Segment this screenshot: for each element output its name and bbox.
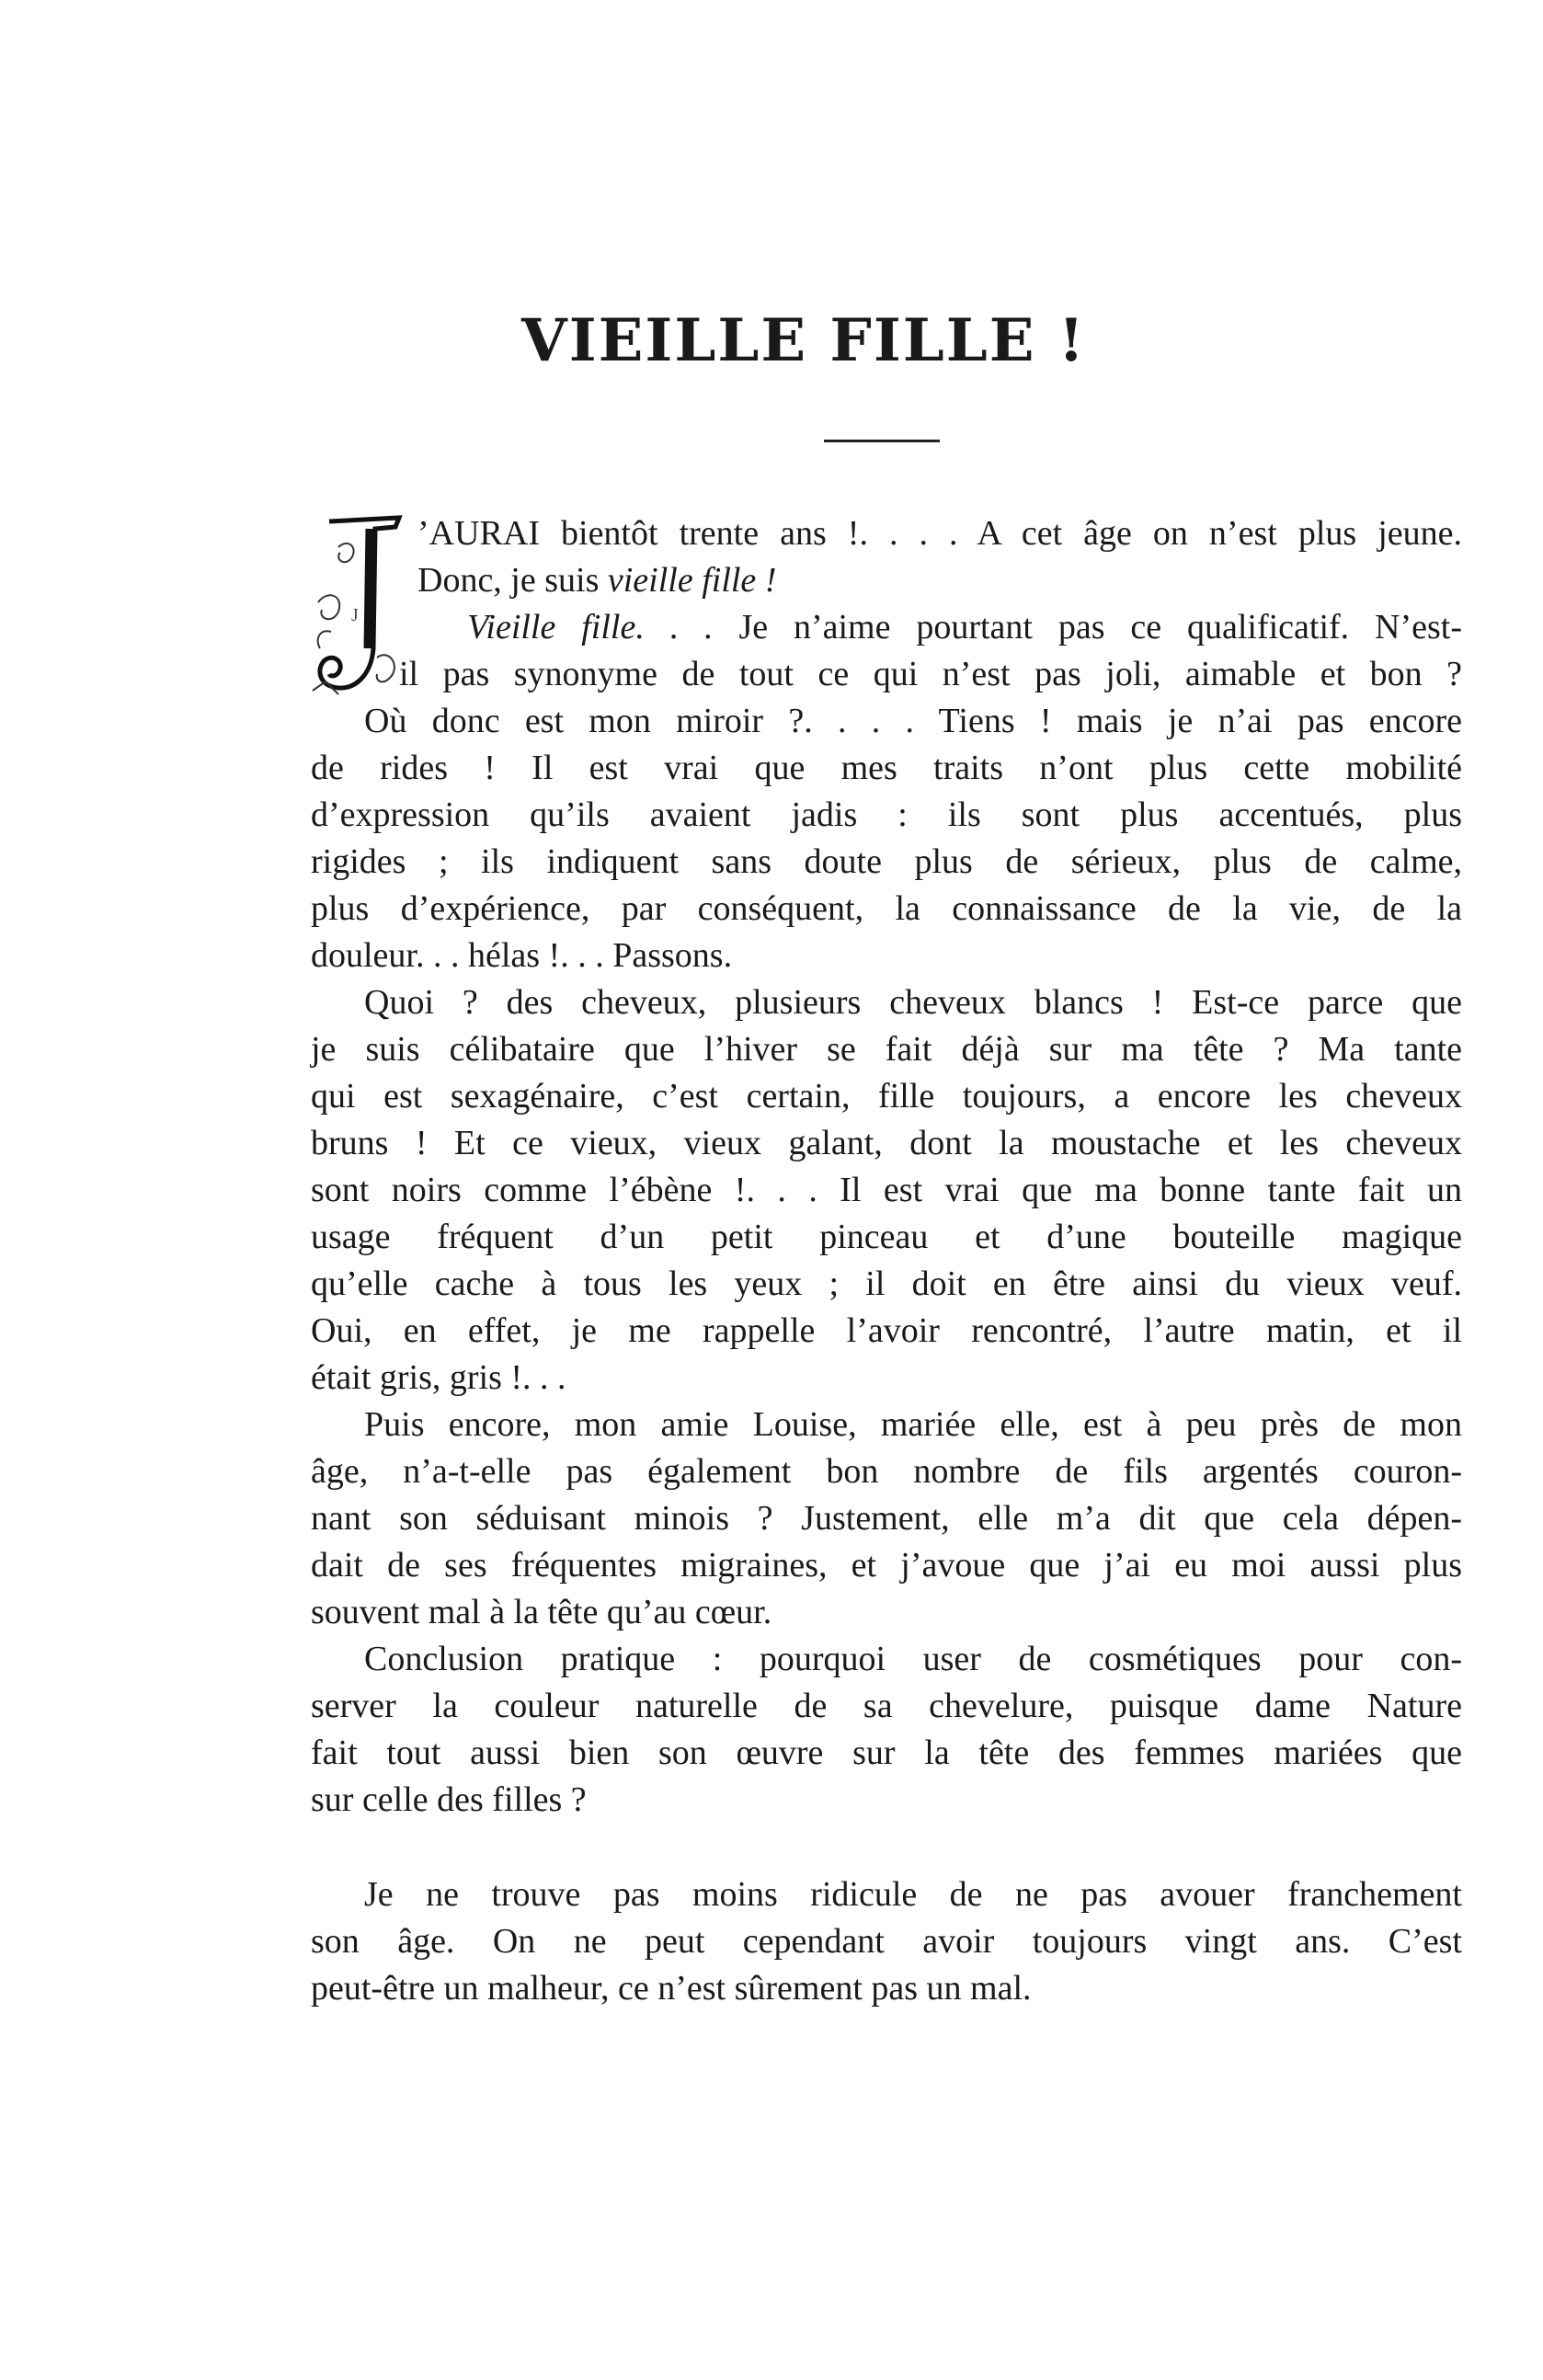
text-line: Quoi ? des cheveux, plusieurs cheveux blancs ! Est-ce parce que: [364, 983, 1462, 1022]
italic-phrase: vieille fille !: [607, 561, 777, 600]
text-line: sur celle des filles ?: [311, 1780, 587, 1819]
chapter-title: VIEILLE FILLE !: [521, 306, 1086, 375]
text-line: était gris, gris !. . .: [311, 1358, 566, 1397]
text-line: Je ne trouve pas moins ridicule de ne pas avouer franchement: [364, 1875, 1462, 1914]
text-fragment: Donc, je suis: [417, 561, 600, 600]
text-line: Oui, en effet, je me rappelle l’avoir rencontré, l’autre matin, et il: [311, 1311, 1462, 1350]
text-line: souvent mal à la tête qu’au cœur.: [311, 1593, 772, 1631]
body-text: [311, 510, 1462, 2012]
title-rule: [824, 440, 940, 442]
text-line: usage fréquent d’un petit pinceau et d’une bouteille magique: [311, 1218, 1462, 1256]
text-line: qui est sexagénaire, c’est certain, fille toujours, a encore les cheveux: [311, 1077, 1462, 1116]
text-line: server la couleur naturelle de sa chevelure, puisque dame Nature: [311, 1687, 1462, 1725]
text-line: son âge. On ne peut cependant avoir toujours vingt ans. C’est: [311, 1922, 1462, 1961]
text-line: fait tout aussi bien son œuvre sur la tête des femmes mariées que: [311, 1734, 1462, 1772]
text-line: douleur. . . hélas !. . . Passons.: [311, 936, 733, 975]
text-line: dait de ses fréquentes migraines, et j’avoue que j’ai eu moi aussi plus: [311, 1546, 1462, 1585]
italic-phrase: Vieille fille. . .: [467, 608, 714, 646]
section-gap: [311, 1824, 1462, 1871]
text-line: bruns ! Et ce vieux, vieux galant, dont la moustache et les cheveux: [311, 1124, 1462, 1162]
text-line: ’AURAI bientôt trente ans !. . . . A cet âge on n’est plus jeune.: [417, 514, 1462, 553]
svg-text:J: J: [351, 605, 359, 625]
text-line: d’expression qu’ils avaient jadis : ils sont plus accentués, plus: [311, 795, 1462, 834]
text-line: Conclusion pratique : pourquoi user de cosmétiques pour con-: [364, 1640, 1462, 1678]
text-line: plus d’expérience, par conséquent, la connaissance de la vie, de la: [311, 889, 1462, 928]
text-line: je suis célibataire que l’hiver se fait déjà sur ma tête ? Ma tante: [311, 1030, 1462, 1069]
text-line: rigides ; ils indiquent sans doute plus de sérieux, plus de calme,: [311, 842, 1462, 881]
text-line: âge, n’a-t-elle pas également bon nombre de fils argentés couron-: [311, 1452, 1462, 1491]
text-line: [311, 557, 1462, 604]
text-line: de rides ! Il est vrai que mes traits n’ont plus cette mobilité: [311, 749, 1462, 787]
text-line: qu’elle cache à tous les yeux ; il doit en être ainsi du vieux veuf.: [311, 1264, 1462, 1303]
text-line: il pas synonyme de tout ce qui n’est pas joli, aimable et bon ?: [399, 655, 1462, 693]
text-line: Où donc est mon miroir ?. . . . Tiens ! mais je n’ai pas encore: [364, 702, 1462, 740]
text-line: peut-être un malheur, ce n’est sûrement pas un mal.: [311, 1969, 1032, 2008]
text-line: Puis encore, mon amie Louise, mariée elle, est à peu près de mon: [364, 1405, 1462, 1444]
text-line: nant son séduisant minois ? Justement, elle m’a dit que cela dépen-: [311, 1499, 1462, 1538]
text-fragment: Je n’aime pourtant pas ce qualificatif. N’est-: [738, 608, 1462, 646]
text-line: [311, 604, 1462, 651]
text-line: sont noirs comme l’ébène !. . . Il est vrai que ma bonne tante fait un: [311, 1171, 1462, 1209]
